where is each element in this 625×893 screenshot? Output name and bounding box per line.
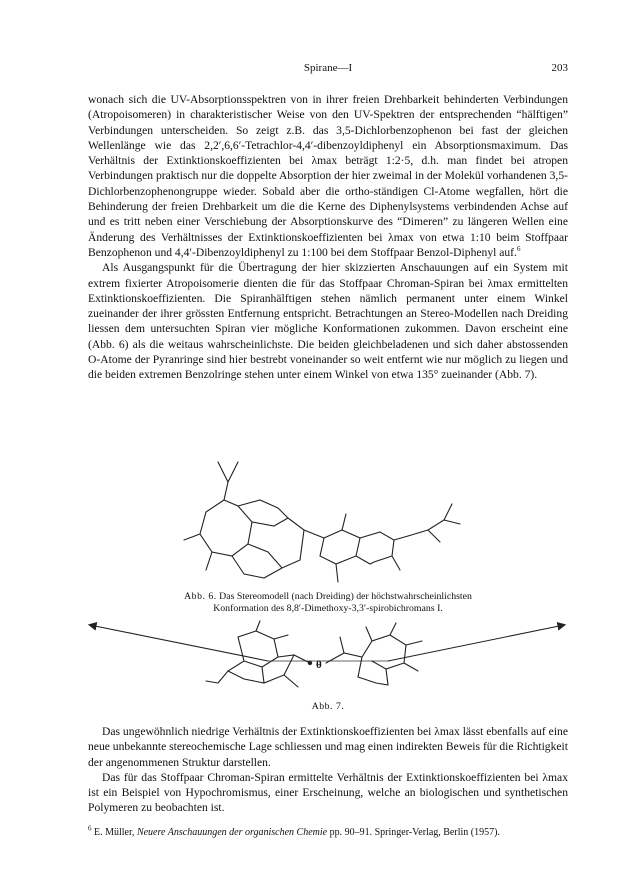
left-arrow (90, 625, 268, 661)
right-ring-system (288, 504, 460, 582)
paragraph-2: Als Ausgangspunkt für die Übertragung der hier skizzierten Anschauungen auf ein System mit extrem fixierter Atropoisomerie dienten die für das Stoffpaar Chroman-Spiran bei λmax ermittelten Extinktionskoeffizienten. Die Spiranhälftigen stehen nämlich permanent unter einem Winkel zueinander der ihrer grössten Entfernung entspricht. Betrachtungen an Stereo-Modellen nach Dreiding liessen dem untersuchten Spiran vier mögliche Konformationen zukommen. Davon erscheint eine (Abb. 6) als die weitaus wahrscheinlichste. Die beiden gleichbeladenen und sich daher abstossenden O-Atome der Pyranringe sind hier bestrebt voneinander so weit entfernt wie nur möglich zu liegen und die beiden extremen Benzolringe stehen unter einem Winkel von etwa 135° zueinander (Abb. 7). (88, 261, 568, 382)
figure-6-caption (88, 591, 568, 615)
spiro-center-dot (308, 661, 312, 665)
figure-7-caption (88, 701, 568, 713)
figure-6-label: Abb. 6. (184, 591, 217, 602)
paragraph-1 (88, 92, 568, 260)
paragraph-4: Das für das Stoffpaar Chroman-Spiran ermittelte Verhältnis der Extinktionskoeffizienten bei λmax ist ein Beispiel von Hypochromismus, einer Erscheinung, welche an biologischen und synthetischen Polymeren zu beobachten ist. (88, 770, 568, 815)
footnote-rest: pp. 90–91. Springer-Verlag, Berlin (1957). (329, 827, 500, 838)
right-molecule-half (326, 623, 422, 685)
theta-label: θ (316, 659, 322, 671)
left-molecule-half (206, 621, 310, 687)
page-header (88, 62, 568, 78)
figure-6-stereomodel (88, 460, 568, 590)
footnote (88, 826, 568, 839)
footnote-ref: 6 (516, 245, 521, 254)
angle-drawing (88, 617, 568, 697)
running-title: Spirane—I (303, 62, 353, 74)
paragraph-1-text: wonach sich die UV-Absorptionsspektren von in ihrer freien Drehbarkeit behinderten Verbindungen (Atropoisomeren) in charakteristischer Weise von den UV-Spektren der entsprechenden “hälftigen” Verbindungen unterscheiden. So zeigt z.B. das 3,5-Dichlorbenzophenon bei fast der gleichen Wellenlänge wie das 2,2′,6,6′-Tetrachlor-4,4′-dibenzoyldiphenyl ein Absorptionsmaximum. Das Verhältnis der Extinktionskoeffizienten bei λmax beträgt 1:2·5, d.h. man findet bei atropen Verbindungen praktisch nur die doppelte Absorption der hier zweimal in der Molekül vorhandenen 3,5-Dichlorbenzophenongruppe wieder. Sobald aber die ortho-ständigen Cl-Atome wegfallen, hört die Behinderung der freien Drehbarkeit um die die Kerne des Diphenylsystems verbindenden Achse auf und es tritt neben einer Verschiebung der Absorptionskurve des “Dimeren” zu längeren Wellen eine Änderung des Verhältnisses der Extinktionskoeffizienten bei λmax von etwa 1:10 beim Stoffpaar Benzophenon und 4,4′-Dibenzoyldiphenyl zu 1:100 bei dem Stoffpaar Benzol-Diphenyl auf. (88, 93, 568, 259)
figure-6-caption-line2: Konformation des 8,8′-Dimethoxy-3,3′-spirobichromans I. (213, 603, 443, 614)
figure-7-angle-drawing (88, 617, 568, 697)
paragraph-3: Das ungewöhnlich niedrige Verhältnis der Extinktionskoeffizienten bei λmax lässt ebenfalls auf eine neue unbekannte stereochemische Lage schliessen und mag einen indirekten Beweis für die Richtigkeit der angenommenen Struktur darstellen. (88, 725, 568, 769)
body-text-bottom (88, 724, 568, 816)
left-ring-system (184, 462, 300, 578)
page-number: 203 (551, 62, 568, 74)
figure-6-caption-line1 (88, 591, 568, 603)
footnote-marker: 6 (88, 824, 92, 833)
footnote-author: E. Müller, (94, 827, 135, 838)
figure-7-label: Abb. 7. (311, 701, 345, 712)
stereomodel-drawing (88, 460, 568, 590)
figure-6-caption-text1: Das Stereomodell (nach Dreiding) der höchstwahrscheinlichsten (219, 591, 472, 602)
body-text-top (88, 92, 568, 383)
footnote-book-title: Neuere Anschauungen der organischen Chemie (136, 827, 328, 838)
